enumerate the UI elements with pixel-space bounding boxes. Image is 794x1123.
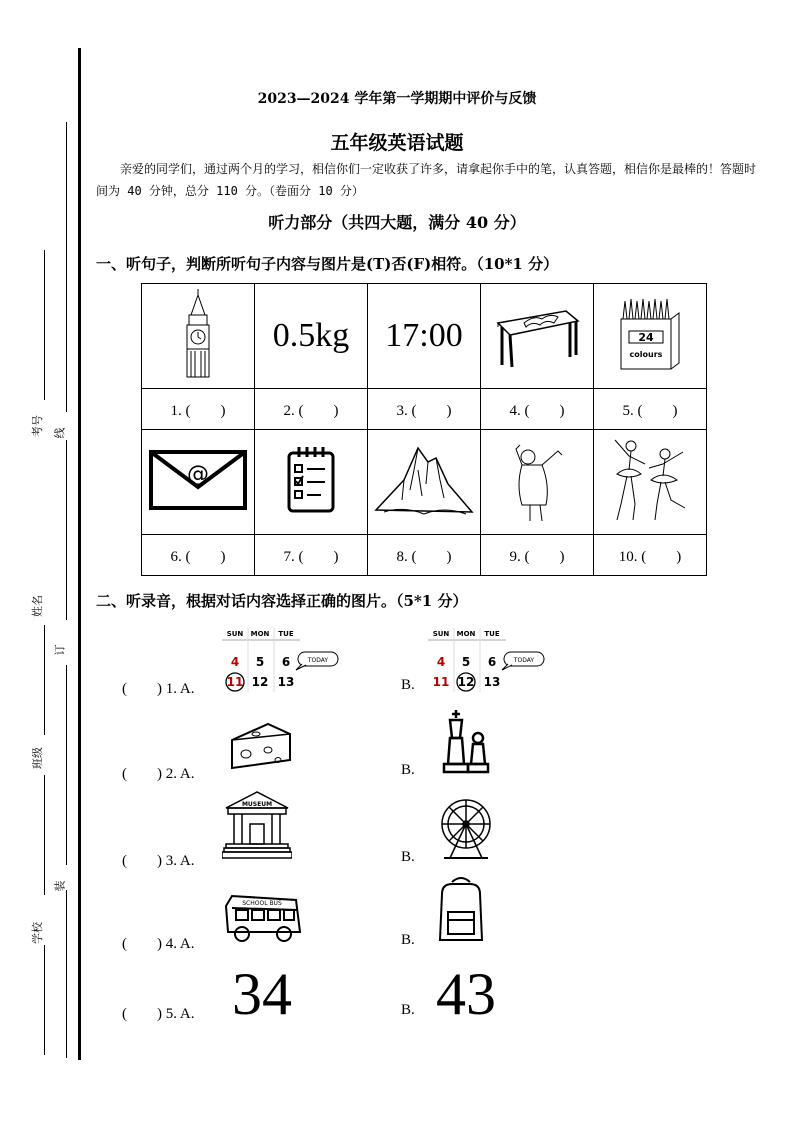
- museum-icon: [222, 788, 292, 862]
- cal-day: TUE: [484, 630, 500, 638]
- section1-title: 一、听句子，判断所听句子内容与图片是(T)否(F)相符。（10*1 分）: [96, 255, 559, 273]
- backpack-icon: [434, 874, 488, 946]
- cal-date: 13: [277, 675, 295, 689]
- big-ben-picture: [142, 284, 255, 389]
- cal-day: TUE: [278, 630, 294, 638]
- answer-9[interactable]: 9. ( ): [481, 535, 594, 576]
- question-2-option-b[interactable]: B.: [401, 762, 415, 778]
- crayon-box-icon: [615, 291, 685, 377]
- number-34[interactable]: 34: [232, 961, 292, 1027]
- answer-1[interactable]: 1. ( ): [142, 389, 255, 430]
- question-4-option-b[interactable]: B.: [401, 932, 415, 948]
- bind-mark: 装: [53, 880, 67, 892]
- side-rule: [66, 122, 67, 412]
- time-picture: [368, 284, 481, 389]
- fill-line-school: [44, 945, 45, 1055]
- side-rule: [66, 665, 67, 865]
- mountain-icon: [374, 440, 474, 520]
- cal-date: 6: [487, 655, 497, 669]
- question-2-label: ( ) 2. A.: [122, 766, 195, 782]
- svg-text:@: @: [187, 461, 209, 487]
- cheese-icon: [228, 720, 294, 772]
- fill-line-class: [44, 775, 45, 895]
- desk-book-picture: [481, 284, 594, 389]
- museum-sign: MUSEUM: [241, 801, 273, 808]
- cut-line-mark: 线: [53, 427, 67, 439]
- cal-date: 11: [226, 675, 244, 689]
- question-1-option-b[interactable]: B.: [401, 677, 415, 693]
- answer-2[interactable]: 2. ( ): [255, 389, 368, 430]
- answer-7[interactable]: 7. ( ): [255, 535, 368, 576]
- ferris-wheel-icon: [436, 794, 496, 862]
- exam-title: 2023—2024 学年第一学期期中评价与反馈: [257, 91, 537, 107]
- question-5-option-b[interactable]: B.: [401, 1002, 415, 1018]
- chess-icon: [440, 708, 492, 776]
- checklist-picture: [255, 430, 368, 535]
- side-rule: [66, 440, 67, 620]
- section2-title: 二、听录音，根据对话内容选择正确的图片。（5*1 分）: [96, 592, 468, 610]
- cal-date: 6: [281, 655, 291, 669]
- today-bubble: TODAY: [513, 657, 535, 664]
- email-picture: [142, 430, 255, 535]
- cal-day: SUN: [226, 630, 244, 638]
- fill-line-name: [44, 625, 45, 735]
- cal-date: 12: [457, 675, 475, 689]
- cal-date: 5: [255, 655, 265, 669]
- mountain-picture: [368, 430, 481, 535]
- today-bubble: TODAY: [307, 657, 329, 664]
- weight-picture: [255, 284, 368, 389]
- question-4-label: ( ) 4. A.: [122, 936, 195, 952]
- ballet-picture: [594, 430, 707, 535]
- cal-date: 5: [461, 655, 471, 669]
- crayon-box-picture: [594, 284, 707, 389]
- class-label: 班级: [31, 747, 44, 769]
- bus-sign: SCHOOL BUS: [242, 900, 282, 907]
- time-text: 17:00: [385, 317, 463, 354]
- question-3-label: ( ) 3. A.: [122, 853, 195, 869]
- picture-grid: [141, 283, 707, 576]
- answer-3[interactable]: 3. ( ): [368, 389, 481, 430]
- number-43[interactable]: 43: [436, 961, 496, 1027]
- ballet-dancers-icon: [605, 434, 695, 526]
- answer-8[interactable]: 8. ( ): [368, 535, 481, 576]
- calendar-b-icon: [428, 628, 550, 692]
- person-icon: [502, 435, 572, 525]
- big-ben-icon: [173, 287, 223, 381]
- exam-number-label: 考号: [31, 415, 44, 437]
- school-label: 学校: [31, 922, 44, 944]
- answer-6[interactable]: 6. ( ): [142, 535, 255, 576]
- question-1-label: ( ) 1. A.: [122, 681, 195, 697]
- listening-heading: 听力部分（共四大题，满分 40 分）: [268, 213, 526, 232]
- answer-5[interactable]: 5. ( ): [594, 389, 707, 430]
- question-3-option-b[interactable]: B.: [401, 849, 415, 865]
- side-rule: [66, 890, 67, 1058]
- checklist-icon: [285, 445, 337, 515]
- staple-mark: 订: [53, 644, 67, 656]
- binding-line: [78, 48, 81, 1060]
- cal-day: SUN: [432, 630, 450, 638]
- answer-4[interactable]: 4. ( ): [481, 389, 594, 430]
- weight-text: 0.5kg: [272, 317, 350, 354]
- name-label: 姓名: [31, 595, 44, 617]
- question-5-label: ( ) 5. A.: [122, 1006, 195, 1022]
- school-bus-icon: [222, 888, 302, 946]
- fill-line-exam-no: [44, 250, 45, 400]
- cal-date: 4: [230, 655, 240, 669]
- email-icon: [148, 449, 248, 511]
- cal-date: 12: [251, 675, 269, 689]
- cal-date: 11: [432, 675, 450, 689]
- stretching-person-picture: [481, 430, 594, 535]
- crayon-count: 24: [638, 330, 654, 344]
- cal-date: 4: [436, 655, 446, 669]
- cal-day: MON: [456, 630, 476, 638]
- cal-day: MON: [250, 630, 270, 638]
- exam-subtitle: 五年级英语试题: [330, 132, 464, 154]
- answer-10[interactable]: 10. ( ): [594, 535, 707, 576]
- intro-paragraph: 亲爱的同学们，通过两个月的学习，相信你们一定收获了许多，请拿起你手中的笔，认真答题，相信你是最棒的！答题时间为 40 分钟，总分 110 分。（卷面分 10 分）: [96, 162, 757, 198]
- desk-icon: [492, 299, 582, 369]
- calendar-a-icon: [222, 628, 344, 692]
- cal-date: 13: [483, 675, 501, 689]
- crayon-word: colours: [629, 349, 663, 359]
